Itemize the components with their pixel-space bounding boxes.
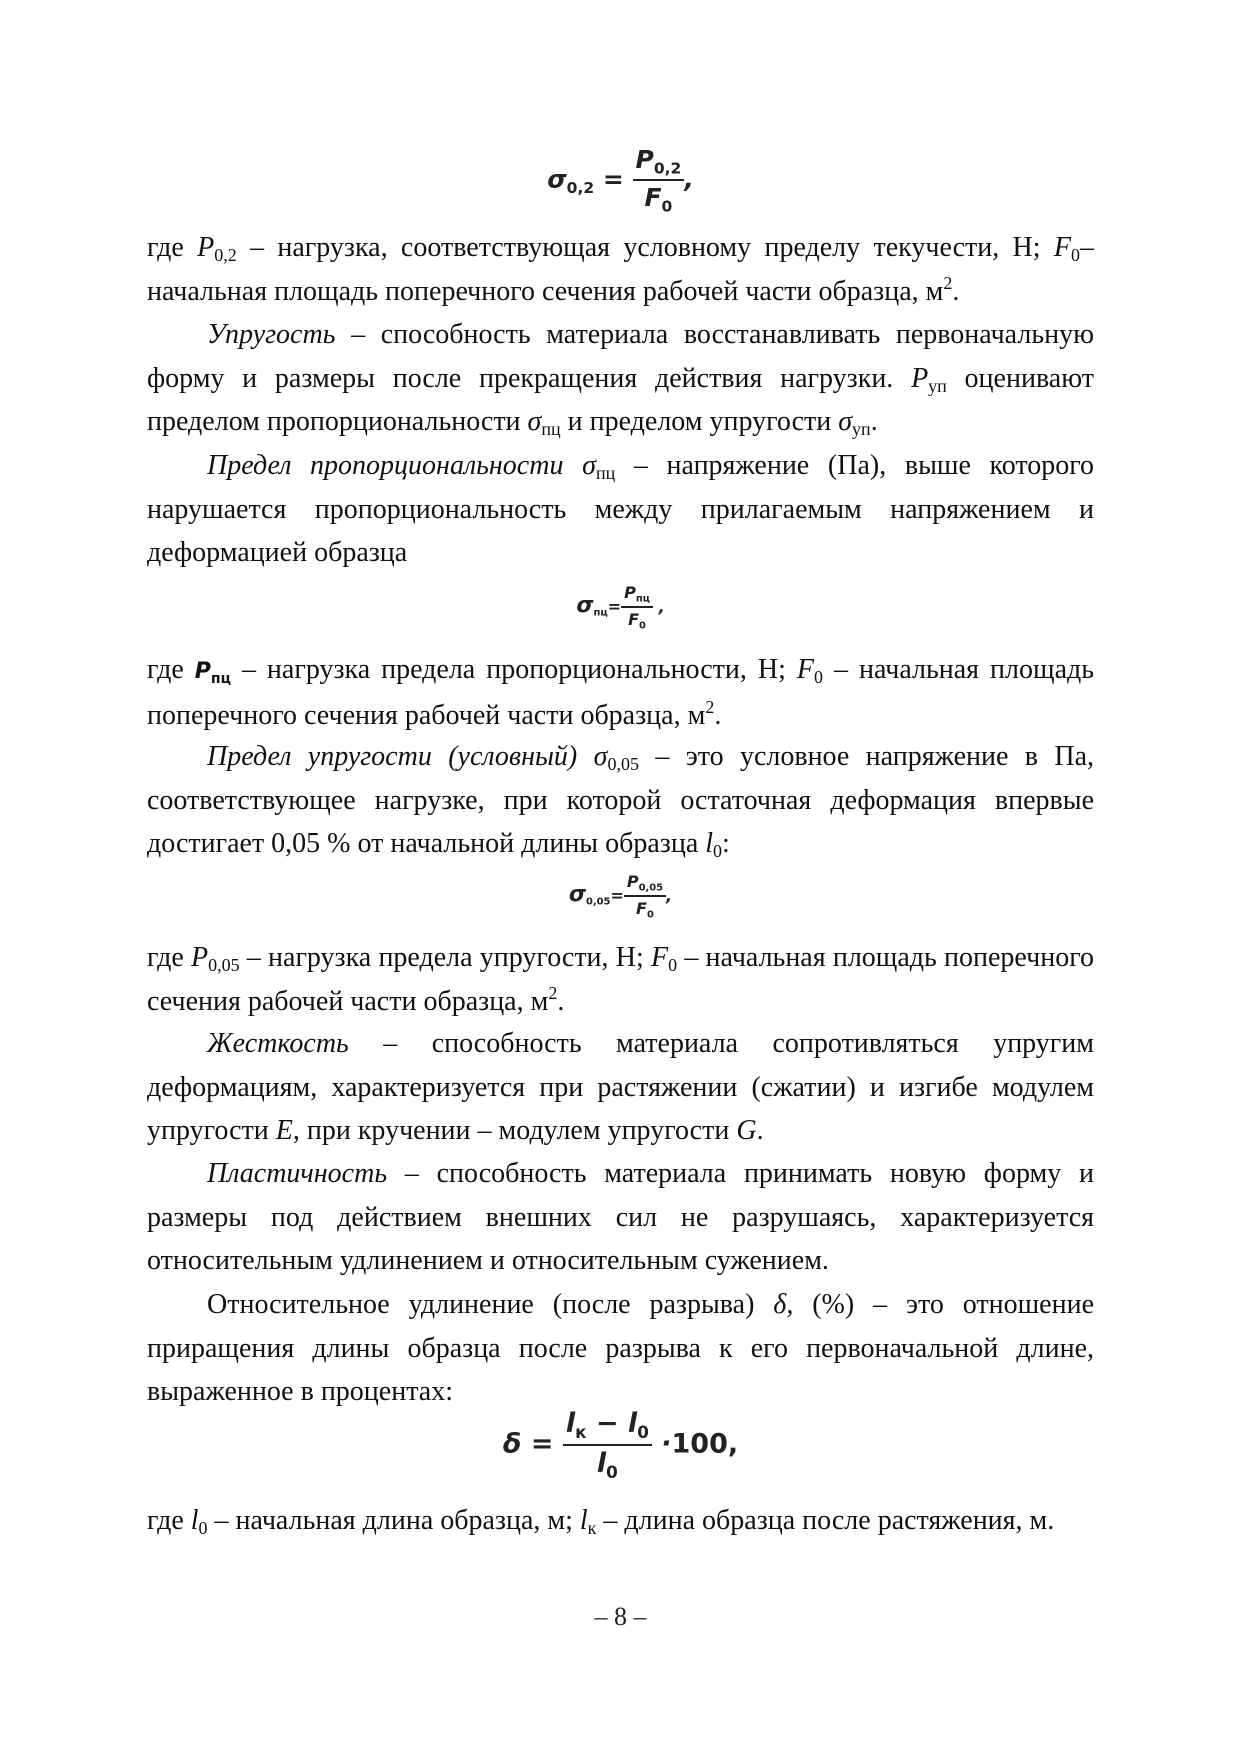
formula-sigma-pc: $\sigma_{пц}=$ $\frac{P_{пц}}{F_0}$ ,: [576, 583, 665, 632]
paragraph-where-l0: где $l_0$ – начальная длина образца, м; $l_к$ – длина образца после растяжения, м.: [147, 1505, 1055, 1538]
paragraph-where-ppc: где $P_{пц}$ – нагрузка предела пропорциональности, Н; $F_0$ – начальная площадь поперечного сечения рабочей части образца, $м^2$.: [147, 654, 1095, 731]
paragraph-where-p005: где $P_{0,05}$ – нагрузка предела упругости, Н; $F_0$ – начальная площадь поперечного сечения рабочей части образца, $м^2$.: [147, 942, 1094, 1017]
paragraph-plasticity: Пластичность – способность материала принимать новую форму и размеры под действием внешних сил не разрушаясь, характеризуется относительным удлинением и относительным сужением.: [147, 1158, 1094, 1276]
fraction: $\frac{P_{0,05}}{F_0}$: [624, 872, 666, 921]
term-plasticity: Пластичность: [207, 1158, 388, 1189]
paragraph-elasticity: Упругость – способность материала восстанавливать первоначальную форму и размеры после прекращения действия нагрузки. $P_{уп}$ оценивают пределом пропорциональности $\sigma_{пц}$ и пределом упругости $\sigma_{уп}$.: [147, 319, 1095, 439]
paragraph-elongation: Относительное удлинение (после разрыва) δ, (%) – это отношение приращения длины образца после разрыва к его первоначальной длине, выраженное в процентах:: [147, 1289, 1094, 1407]
term-elastic-limit: Предел упругости (условный): [207, 741, 578, 772]
formula-sigma-0-05: $\sigma_{0,05}=$ $\frac{P_{0,05}}{F_0}$ ,: [568, 872, 673, 921]
formula-sigma-0-2: $\sigma_{0,2}$ = $\frac{P_{0,2}}{F_0}$ ,: [547, 145, 694, 216]
paragraph-where-p02: где $P_{0,2}$ – нагрузка, соответствующая условному пределу текучести, Н; $F_0-$ начальная площадь поперечного сечения рабочей части образца, $м^2$.: [147, 232, 1095, 307]
term-elasticity: Упругость: [207, 319, 336, 350]
paragraph-elastic-limit: Предел упругости (условный) $\sigma_{0,05}$ – это условное напряжение в Па, соответствующее нагрузке, при которой остаточная деформация впервые достигает 0,05 % от начальной длины образца $l_0$:: [147, 741, 1094, 861]
paragraph-proportionality-limit: Предел пропорциональности $\sigma_{пц}$ – напряжение (Па), выше которого нарушается пропорциональность между прилагаемым напряжением и деформацией образца: [147, 450, 1095, 568]
term-proportionality-limit: Предел пропорциональности: [207, 450, 564, 481]
fraction: $\frac{l_к - l_0}{l_0}$: [563, 1408, 652, 1482]
fraction: $\frac{P_{0,2}}{F_0}$: [633, 145, 685, 216]
paragraph-stiffness: Жесткость – способность материала сопротивляться упругим деформациям, характеризуется при растяжении (сжатии) и изгибе модулем упругости E, при кручении – модулем упругости G.: [147, 1028, 1094, 1146]
page-number: – 8 –: [594, 1602, 647, 1631]
fraction: $\frac{P_{пц}}{F_0}$: [621, 583, 653, 632]
formula-delta: δ = $\frac{l_к - l_0}{l_0}$ ·100,: [502, 1408, 739, 1482]
term-stiffness: Жесткость: [207, 1028, 349, 1059]
